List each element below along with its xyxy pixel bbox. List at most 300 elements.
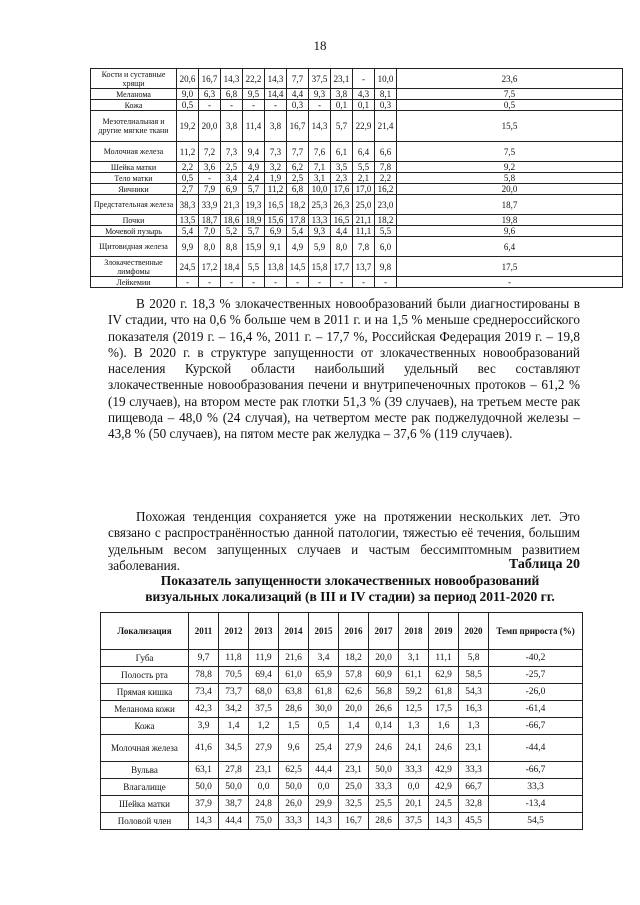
table-cell: 32,5 [339,796,369,813]
table-cell: 62,9 [429,667,459,684]
table-row [101,762,583,779]
table-cell: 18,6 [221,215,243,226]
table-cell: 21,4 [375,111,397,142]
table-cell: 8,0 [331,237,353,257]
table-cell: 2,2 [375,173,397,184]
table-cell: 73,4 [189,684,219,701]
table-cell: 22,9 [353,111,375,142]
table-row [91,162,623,173]
table-cell: 11,2 [177,142,199,162]
table-cell: 7,7 [287,69,309,89]
growth-rate-cell: 19,8 [397,215,623,226]
table-cell: 7,6 [309,142,331,162]
table-cell: 63,1 [189,762,219,779]
table-cell: 3,4 [221,173,243,184]
table-cell: 69,4 [249,667,279,684]
table-row [91,195,623,215]
table-cell: 5,2 [221,226,243,237]
table-cell: 15,6 [265,215,287,226]
row-label: Мезотелиальная и другие мягкие ткани [91,111,177,142]
table-cell: 42,3 [189,701,219,718]
table-cell: 7,7 [287,142,309,162]
table-cell: 0,0 [249,779,279,796]
table-cell: 59,2 [399,684,429,701]
table-cell: - [243,100,265,111]
table-cell: 13,7 [353,257,375,277]
table-cell: 5,7 [243,184,265,195]
table-row [91,69,623,89]
table-row [101,667,583,684]
table-cell: 21,1 [353,215,375,226]
growth-rate-cell: 5,8 [397,173,623,184]
table-cell: 38,3 [177,195,199,215]
row-label: Мочевой пузырь [91,226,177,237]
table-cell: 61,1 [399,667,429,684]
table-cell: - [221,277,243,288]
row-label: Предстательная железа [91,195,177,215]
table-row [101,813,583,830]
table-row [101,684,583,701]
table-cell: 7,8 [375,162,397,173]
table-cell: 13,8 [265,257,287,277]
table-cell: 25,4 [309,735,339,762]
table-cell: 75,0 [249,813,279,830]
table-cell: 50,0 [189,779,219,796]
header-year: 2017 [369,613,399,650]
row-label: Вульва [101,762,189,779]
table-cell: 42,9 [429,762,459,779]
table-cell: 3,8 [221,111,243,142]
header-year: 2018 [399,613,429,650]
table-cell: 70,5 [219,667,249,684]
growth-rate-cell: 20,0 [397,184,623,195]
table-title [90,573,610,605]
growth-rate-cell: - [397,277,623,288]
table-cell: 14,3 [309,813,339,830]
table-cell: - [309,100,331,111]
growth-rate-cell: -25,7 [489,667,583,684]
table-cell: - [265,277,287,288]
row-label: Кожа [101,718,189,735]
table-cell: 14,3 [221,69,243,89]
table-cell: 18,9 [243,215,265,226]
row-label: Прямая кишка [101,684,189,701]
table-cell: 13,3 [309,215,331,226]
table-cell: 2,2 [177,162,199,173]
table-cell: 44,4 [309,762,339,779]
table-cell: 2,4 [243,173,265,184]
table-cell: 25,0 [339,779,369,796]
table-cell: 50,0 [369,762,399,779]
table-cell: 14,4 [265,89,287,100]
table-cell: 5,4 [287,226,309,237]
table-cell: 61,8 [429,684,459,701]
table-cell: 63,8 [279,684,309,701]
growth-rate-cell: -26,0 [489,684,583,701]
table-cell: 11,2 [265,184,287,195]
paragraph-1-text: В 2020 г. 18,3 % злокачественных новообразований были диагностированы в IV стадии, что на 0,6 % больше чем в 2011 г. и на 1,5 % меньше среднероссийского показателя (2019 г. – 16,4 %, 2011 г. – 17,7 %, Российская Федерация 2019 г. – 19,8 %). В 2020 г. в структуре запущенности от злокачественных новообразований населения Курской области наибольший удельный вес составляют злокачественные новообразования печени и внутрипеченочных протоков – 61,2 % (19 случаев), на втором месте рак глотки 51,3 % (39 случаев), на третьем месте рак пищевода – 48,0 % (24 случая), на четвертом месте рак поджелудочной железы – 43,8 % (50 случаев), на пятом месте рак желудка – 37,6 % (119 случаев). [108,296,580,442]
table-cell: 24,8 [249,796,279,813]
table-cell: 33,3 [279,813,309,830]
table-row [101,735,583,762]
table-cell: 16,7 [199,69,221,89]
table-cell: 19,3 [243,195,265,215]
paragraph-2-text: Похожая тенденция сохраняется уже на протяжении нескольких лет. Это связано с распространённостью данной патологии, тяжестью её течения, большим удельным весом запущенных случаев и частым бессимптомным развитием заболевания. [108,509,580,573]
row-label: Тело матки [91,173,177,184]
table-cell: 42,9 [429,779,459,796]
table-cell: 14,3 [189,813,219,830]
table-cell: 37,9 [189,796,219,813]
table-cell: 26,3 [331,195,353,215]
table-row [101,650,583,667]
table-cell: 1,5 [279,718,309,735]
table-row [91,226,623,237]
row-label: Кости и суставные хрящи [91,69,177,89]
table-cell: 5,9 [309,237,331,257]
table-cell: 61,0 [279,667,309,684]
table-cell: - [287,277,309,288]
header-year: 2019 [429,613,459,650]
table-cell: 25,0 [353,195,375,215]
table-cell: 17,0 [353,184,375,195]
table-cell: 26,0 [279,796,309,813]
table-cell: 2,3 [331,173,353,184]
table-cell: 14,3 [265,69,287,89]
table-cell: 23,1 [459,735,489,762]
header-year: 2013 [249,613,279,650]
table-cell: 11,1 [429,650,459,667]
table-cell: 0,1 [331,100,353,111]
row-label: Щитовидная железа [91,237,177,257]
row-label: Полость рта [101,667,189,684]
table-cell: 4,9 [243,162,265,173]
table-cell: - [309,277,331,288]
header-year: 2012 [219,613,249,650]
table-cell: 7,3 [265,142,287,162]
growth-rate-cell: -61,4 [489,701,583,718]
table-cell: 20,6 [177,69,199,89]
table-cell: 5,4 [177,226,199,237]
table-cell: 6,4 [353,142,375,162]
growth-rate-cell: -66,7 [489,718,583,735]
table-cell: 27,9 [339,735,369,762]
table-cell: 16,7 [287,111,309,142]
table-cell: 1,4 [339,718,369,735]
table-cell: 9,3 [309,89,331,100]
table-cell: 21,3 [221,195,243,215]
table-cell: - [265,100,287,111]
row-label: Кожа [91,100,177,111]
table-cell: 23,1 [339,762,369,779]
table-cell: 44,4 [219,813,249,830]
table-cell: 9,7 [189,650,219,667]
table-cell: 57,8 [339,667,369,684]
table-cell: 28,6 [369,813,399,830]
table-cell: 32,8 [459,796,489,813]
table-cell: 9,0 [177,89,199,100]
table-cell: 33,3 [369,779,399,796]
table-cell: 33,9 [199,195,221,215]
table-cell: 9,3 [309,226,331,237]
table-20 [100,612,583,830]
table-cell: 18,2 [287,195,309,215]
table-cell: 17,7 [331,257,353,277]
table-cell: 9,5 [243,89,265,100]
table-row [91,142,623,162]
header-year: 2020 [459,613,489,650]
table-cell: - [353,69,375,89]
table-cell: 2,1 [353,173,375,184]
table-cell: 3,8 [331,89,353,100]
table-cell: 33,3 [399,762,429,779]
header-row [101,613,583,650]
row-label: Молочная железа [91,142,177,162]
table-cell: 6,8 [287,184,309,195]
table-cell: 6,2 [287,162,309,173]
table-cell: 9,8 [375,257,397,277]
table-cell: 6,3 [199,89,221,100]
table-cell: - [331,277,353,288]
table-cell: 68,0 [249,684,279,701]
table-cell: 18,7 [199,215,221,226]
table-cell: 22,2 [243,69,265,89]
table-cell: 3,8 [265,111,287,142]
table-cell: 24,5 [429,796,459,813]
table-cell: 45,5 [459,813,489,830]
table-cell: 61,8 [309,684,339,701]
table-cell: 10,0 [309,184,331,195]
table-cell: 1,2 [249,718,279,735]
table-cell: 78,8 [189,667,219,684]
table-cell: 50,0 [219,779,249,796]
table-cell: - [243,277,265,288]
row-label: Влагалище [101,779,189,796]
table-cell: 11,8 [219,650,249,667]
row-label: Меланома кожи [101,701,189,718]
table-cell: 16,5 [331,215,353,226]
table-cell: 4,9 [287,237,309,257]
growth-rate-cell: -40,2 [489,650,583,667]
table-cell: 14,5 [287,257,309,277]
table-cell: 11,4 [243,111,265,142]
header-year: 2015 [309,613,339,650]
table-cell: 15,8 [309,257,331,277]
table-cell: 16,3 [459,701,489,718]
table-cell: 18,2 [375,215,397,226]
table-cell: 37,5 [249,701,279,718]
table-cell: 20,0 [199,111,221,142]
row-label: Злокачественные лимфомы [91,257,177,277]
table-cell: 7,9 [199,184,221,195]
table-cell: 9,1 [265,237,287,257]
table-cell: - [199,173,221,184]
table-row [91,184,623,195]
table-cell: 73,7 [219,684,249,701]
growth-rate-cell: 7,5 [397,142,623,162]
table-cell: 37,5 [399,813,429,830]
page-number: 18 [313,38,327,53]
row-label: Шейка матки [91,162,177,173]
table-cell: 16,7 [339,813,369,830]
table-cell: 0,0 [399,779,429,796]
table-cell: 1,3 [399,718,429,735]
table-row [91,257,623,277]
header-year: 2011 [189,613,219,650]
table-cell: 3,6 [199,162,221,173]
table-cell: 6,1 [331,142,353,162]
row-label: Яичники [91,184,177,195]
table-cell: 6,9 [221,184,243,195]
row-label: Шейка матки [101,796,189,813]
table-cell: 24,5 [177,257,199,277]
table-cell: 7,8 [353,237,375,257]
table-cell: 17,2 [199,257,221,277]
table-cell: 3,9 [189,718,219,735]
table-cell: 5,5 [353,162,375,173]
table-cell: 34,5 [219,735,249,762]
table-cell: 7,3 [221,142,243,162]
table-cell: 6,0 [375,237,397,257]
table-cell: 1,3 [459,718,489,735]
table-cell: 7,2 [199,142,221,162]
growth-rate-cell: 54,5 [489,813,583,830]
table-cell: 0,14 [369,718,399,735]
table-cell: 20,0 [339,701,369,718]
table-row [91,215,623,226]
table-cell: 60,9 [369,667,399,684]
growth-rate-cell: 6,4 [397,237,623,257]
table-cell: 12,5 [399,701,429,718]
table-cell: - [177,277,199,288]
table-cell: 16,5 [265,195,287,215]
table-cell: 26,6 [369,701,399,718]
table-cell: 16,2 [375,184,397,195]
table-cell: 24,6 [369,735,399,762]
table-cell: 2,7 [177,184,199,195]
table-cell: 0,5 [177,100,199,111]
table-cell: 6,8 [221,89,243,100]
table-cell: 25,5 [369,796,399,813]
table-cell: 17,5 [429,701,459,718]
table-title-line-1: Показатель запущенности злокачественных новообразований [160,573,540,588]
table-cell: 19,2 [177,111,199,142]
table-cell: - [353,277,375,288]
table-cell: 56,8 [369,684,399,701]
table-cell: 3,4 [309,650,339,667]
table-cell: 34,2 [219,701,249,718]
growth-rate-cell: 9,6 [397,226,623,237]
growth-rate-cell: -66,7 [489,762,583,779]
table-cell: 14,3 [429,813,459,830]
table-row [101,718,583,735]
table-cell: 3,1 [399,650,429,667]
growth-rate-cell: 15,5 [397,111,623,142]
table-cell: 29,9 [309,796,339,813]
table-cell: 17,6 [331,184,353,195]
growth-rate-cell: -44,4 [489,735,583,762]
table-cell: 37,5 [309,69,331,89]
growth-rate-cell: 17,5 [397,257,623,277]
table-top [90,68,623,288]
table-row [91,277,623,288]
growth-rate-cell: 9,2 [397,162,623,173]
table-cell: 18,4 [221,257,243,277]
table-cell: 54,3 [459,684,489,701]
table-cell: 6,9 [265,226,287,237]
table-cell: 0,5 [309,718,339,735]
table-cell: 27,9 [249,735,279,762]
table-cell: 6,6 [375,142,397,162]
table-cell: 3,5 [331,162,353,173]
table-cell: 0,5 [177,173,199,184]
header-growth-rate: Темп прироста (%) [489,613,583,650]
table-cell: 18,2 [339,650,369,667]
table-cell: - [375,277,397,288]
table-cell: 50,0 [279,779,309,796]
growth-rate-cell: 23,6 [397,69,623,89]
table-cell: 13,5 [177,215,199,226]
table-cell: 24,1 [399,735,429,762]
table-cell: 0,3 [375,100,397,111]
table-row [91,173,623,184]
row-label: Почки [91,215,177,226]
table-cell: 25,3 [309,195,331,215]
table-cell: 2,5 [287,173,309,184]
table-cell: 65,9 [309,667,339,684]
table-cell: 10,0 [375,69,397,89]
table-cell: 23,1 [249,762,279,779]
growth-rate-cell: 0,5 [397,100,623,111]
table-cell: 30,0 [309,701,339,718]
table-cell: 41,6 [189,735,219,762]
row-label: Губа [101,650,189,667]
table-cell: 7,0 [199,226,221,237]
table-cell: 33,3 [459,762,489,779]
table-cell: - [221,100,243,111]
table-row [101,779,583,796]
table-cell: 15,9 [243,237,265,257]
table-cell: 27,8 [219,762,249,779]
table-row [101,701,583,718]
paragraph-1 [108,296,580,443]
table-cell: 1,6 [429,718,459,735]
table-row [91,100,623,111]
table-cell: 23,0 [375,195,397,215]
table-cell: 11,9 [249,650,279,667]
table-title-line-2: визуальных локализаций (в III и IV стадии) за период 2011-2020 гг. [145,589,555,604]
table-cell: 5,7 [243,226,265,237]
row-label: Меланома [91,89,177,100]
table-cell: 0,3 [287,100,309,111]
table-cell: 11,1 [353,226,375,237]
table-cell: 3,1 [309,173,331,184]
table-cell: 1,9 [265,173,287,184]
header-location: Локализация [101,613,189,650]
table-cell: 3,2 [265,162,287,173]
table-cell: - [199,100,221,111]
table-cell: 9,9 [177,237,199,257]
table-cell: 8,8 [221,237,243,257]
table-cell: 9,6 [279,735,309,762]
table-cell: 24,6 [429,735,459,762]
table-cell: 5,7 [331,111,353,142]
header-year: 2016 [339,613,369,650]
growth-rate-cell: 18,7 [397,195,623,215]
table-cell: 1,4 [219,718,249,735]
row-label: Лейкемии [91,277,177,288]
table-cell: 21,6 [279,650,309,667]
table-cell: 4,4 [331,226,353,237]
